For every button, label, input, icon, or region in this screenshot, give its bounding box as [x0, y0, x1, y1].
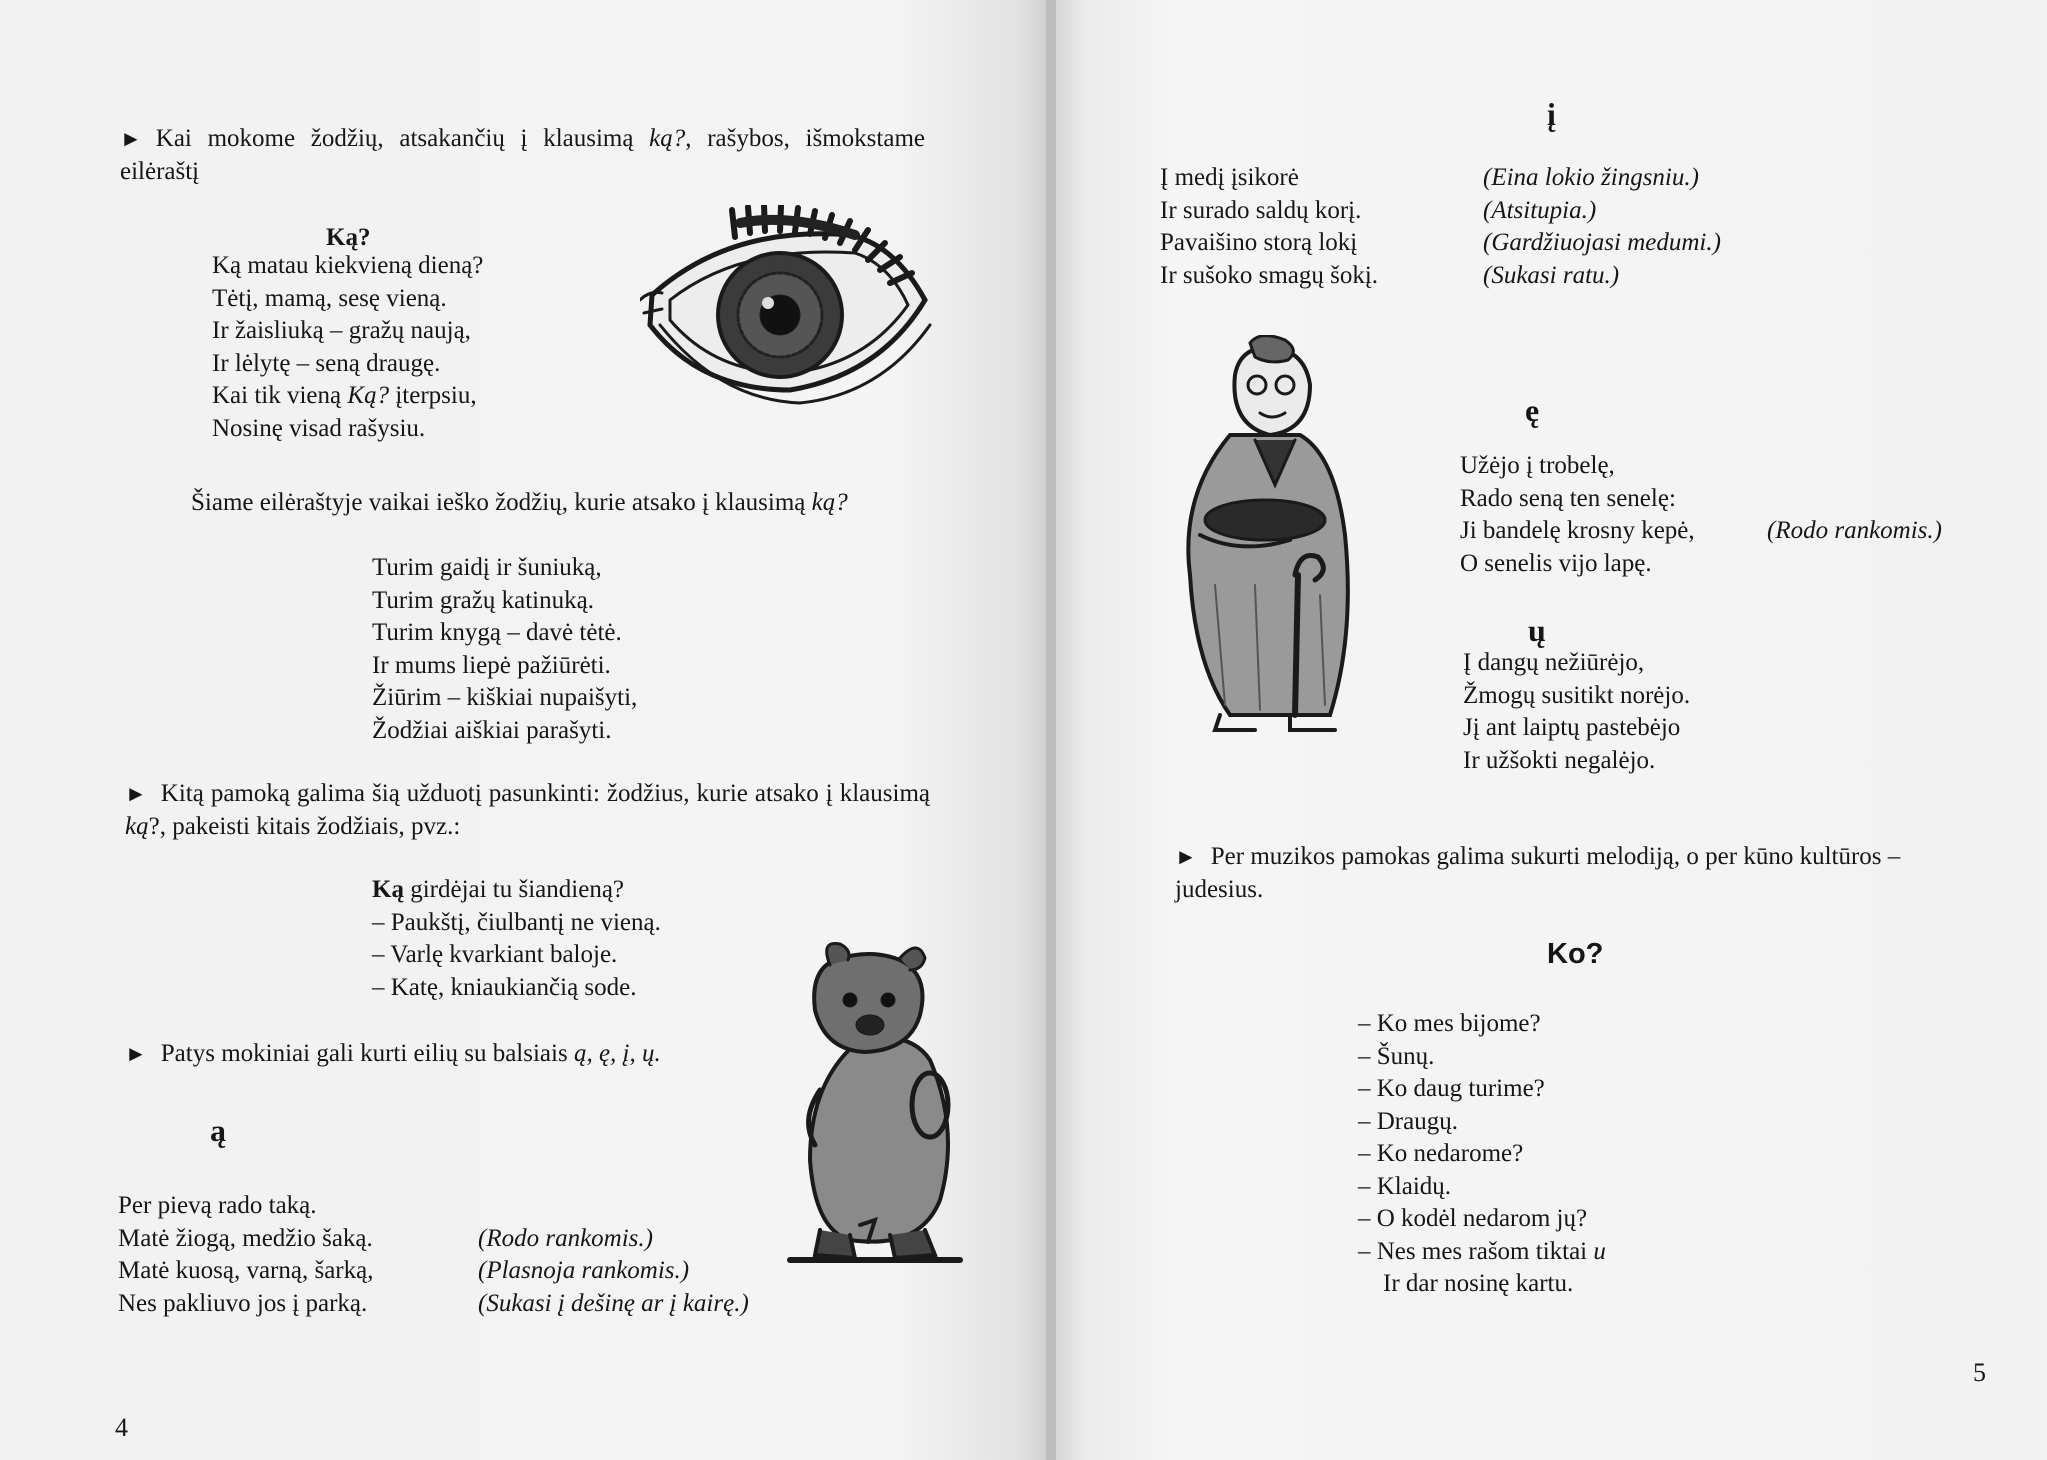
poem1: [212, 250, 483, 445]
poem-ko-line: – Ko mes bijome?: [1358, 1010, 1541, 1037]
poem2-line: Turim knygą – davė tėtė.: [372, 619, 622, 646]
poem-ko-line: Ir dar nosinę kartu.: [1383, 1270, 1574, 1297]
poem3: [372, 874, 661, 1004]
page-number-right: 5: [1973, 1358, 1986, 1387]
poem-e: [1460, 450, 1942, 580]
poem1-line: Ką matau kiekvieną dieną?: [212, 252, 484, 279]
poem-ko-line: – O kodėl nedarom jų?: [1358, 1205, 1588, 1232]
poem2-line: Žiūrim – kiškiai nupaišyti,: [372, 684, 638, 711]
poem-i-line: Pavaišino storą lokį (Gardžiuojasi medumi.): [1160, 229, 1721, 256]
poem2-line: Turim gražų katinuką.: [372, 586, 594, 614]
poem-u-line: Jį ant laiptų pastebėjo: [1463, 714, 1681, 741]
poem-i: [1160, 162, 1721, 292]
poem2-line: Ir mums liepė pažiūrėti.: [372, 651, 611, 679]
letter-a-nosine: ą: [210, 1112, 226, 1148]
poem1-line: Kai tik vieną Ką? įterpsiu,: [212, 382, 477, 409]
poem-e-line: O senelis vijo lapę.: [1460, 549, 1652, 577]
poem-i-line: Ir surado saldų korį. (Atsitupia.): [1160, 196, 1597, 224]
eye-drawing: [640, 205, 940, 415]
poem4: [118, 1190, 749, 1320]
poem2-line: Žodžiai aiškiai parašyti.: [372, 716, 612, 744]
poem-i-line: Ir sušoko smagų šokį. (Sukasi ratu.): [1160, 261, 1620, 289]
poem-e-line: Rado seną ten senelę:: [1460, 484, 1676, 512]
poem1-line: Ir lėlytę – seną draugę.: [212, 349, 441, 377]
poem3-line: – Paukštį, čiulbantį ne vieną.: [372, 908, 661, 936]
poem1-line: Tėtį, mamą, sesę vieną.: [212, 284, 447, 312]
intro-paragraph: ► Kai mokome žodžių, atsakančių į klausimą ką?, rašybos, išmokstame eilėraštį: [120, 125, 925, 185]
poem-ko-line: – Draugų.: [1358, 1107, 1458, 1135]
poem1-line: Nosinę visad rašysiu.: [212, 414, 426, 442]
poem-e-line: Užėjo į trobelę,: [1460, 452, 1615, 479]
poem-ko-line: – Nes mes rašom tiktai u: [1358, 1237, 1606, 1265]
poem1-line: Ir žaisliuką – gražų naują,: [212, 317, 471, 344]
task3-paragraph: ► Patys mokiniai gali kurti eilių su balsiais ą, ę, į, ų.: [125, 1040, 661, 1067]
letter-e-nosine: ę: [1525, 392, 1540, 428]
arrow-bullet-icon: ►: [125, 1041, 147, 1066]
poem-u-line: Žmogų susitikt norėjo.: [1463, 681, 1691, 709]
poem3-line: – Varlę kvarkiant baloje.: [372, 941, 618, 968]
poem1-title: Ką?: [326, 224, 371, 251]
poem-u: [1463, 647, 1690, 777]
ko-title: Ko?: [1547, 938, 1604, 970]
task2-paragraph: ► Kitą pamoką galima šią užduotį pasunkinti: žodžius, kurie atsako į klausimą ką?, pakeisti kitais žodžiais, pvz.:: [125, 780, 930, 840]
poem-ko-line: – Ko daug turime?: [1358, 1075, 1545, 1102]
poem4-line: Per pievą rado taką.: [118, 1192, 317, 1219]
arrow-bullet-icon: ►: [120, 126, 142, 151]
poem-ko-line: – Ko nedarome?: [1358, 1140, 1524, 1167]
bear-drawing: [760, 930, 980, 1275]
poem4-line: Matė žiogą, medžio šaką. (Rodo rankomis.): [118, 1224, 653, 1252]
poem3-line: – Katę, kniaukiančią sode.: [372, 973, 637, 1001]
arrow-bullet-icon: ►: [125, 781, 147, 806]
book-gutter: [1046, 0, 1056, 1460]
poem3-line: Ką girdėjai tu šiandieną?: [372, 876, 625, 903]
poem-ko: [1358, 1008, 1606, 1301]
poem-ko-line: – Šunų.: [1358, 1042, 1435, 1070]
arrow-bullet-icon: ►: [1175, 844, 1197, 869]
poem-e-line: Ji bandelę krosny kepė, (Rodo rankomis.): [1460, 517, 1942, 544]
letter-i-nosine: į: [1547, 96, 1556, 132]
note-paragraph: Šiame eilėraštyje vaikai ieško žodžių, kurie atsako į klausimą ką?: [191, 489, 848, 516]
grandmother-drawing: [1160, 335, 1380, 735]
task4-paragraph: ► Per muzikos pamokas galima sukurti melodiją, o per kūno kultūros – judesius.: [1175, 843, 1901, 903]
poem2-line: Turim gaidį ir šuniuką,: [372, 554, 602, 581]
poem-u-line: Į dangų nežiūrėjo,: [1463, 649, 1645, 676]
poem-i-line: Į medį įsikorė (Eina lokio žingsniu.): [1160, 164, 1699, 191]
page-number-left: 4: [115, 1413, 128, 1442]
poem-ko-line: – Klaidų.: [1358, 1172, 1452, 1200]
poem2: [372, 552, 637, 747]
letter-u-nosine: ų: [1528, 612, 1546, 648]
poem4-line: Matė kuosą, varną, šarką, (Plasnoja rankomis.): [118, 1257, 690, 1284]
poem4-line: Nes pakliuvo jos į parką. (Sukasi į dešinę ar į kairę.): [118, 1289, 749, 1317]
poem-u-line: Ir užšokti negalėjo.: [1463, 746, 1656, 774]
